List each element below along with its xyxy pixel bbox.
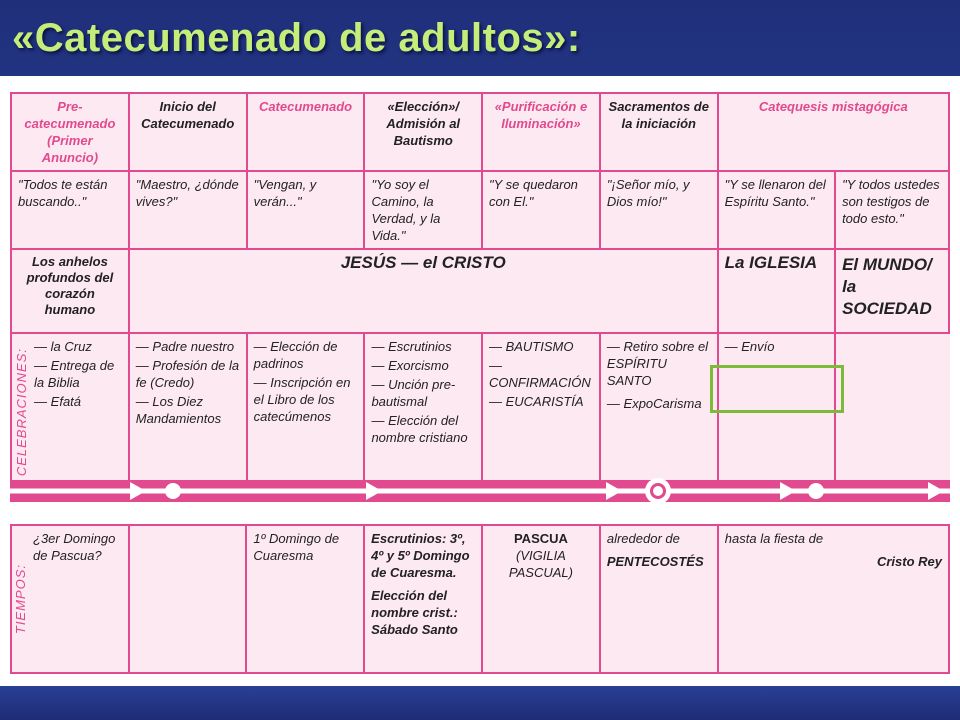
tiempos-col-3: 1º Domingo de Cuaresma xyxy=(246,525,364,673)
header-sacramentos: Sacramentos de la iniciación xyxy=(600,93,718,171)
quote-cell: "Y se llenaron del Espíritu Santo." xyxy=(718,171,835,249)
header-pre-catecumenado: Pre-catecumenado (Primer Anuncio) xyxy=(11,93,129,171)
celebracion-item: — Elección del nombre cristiano xyxy=(371,413,468,445)
tiempos-col-1 xyxy=(11,525,129,673)
celebracion-item: — la Cruz xyxy=(34,339,92,354)
tiempos-col-4 xyxy=(364,525,482,673)
tiempo-text: PENTECOSTÉS xyxy=(606,554,704,569)
celebracion-item: — Profesión de la fe (Credo) xyxy=(135,358,240,390)
tiempo-text: (VIGILIA PASCUAL) xyxy=(508,548,573,580)
celebracion-item: — Envío xyxy=(724,339,775,354)
celebracion-item: — Efatá xyxy=(34,394,82,409)
stages-table xyxy=(10,92,950,492)
celebraciones-col-4 xyxy=(364,333,482,491)
header-purificacion: «Purificación e Iluminación» xyxy=(482,93,600,171)
celebraciones-col-6 xyxy=(600,333,718,491)
celebracion-item: — Unción pre-bautismal xyxy=(371,377,456,409)
iglesia-cell: La IGLESIA xyxy=(718,249,835,333)
tiempo-text: hasta la fiesta de xyxy=(724,531,824,546)
tiempo-text: alrededor de xyxy=(606,531,680,546)
quote-cell: "Y se quedaron con El." xyxy=(482,171,600,249)
tiempo-text: Elección del nombre crist.: Sábado Santo xyxy=(371,588,458,637)
celebracion-item: — CONFIRMACIÓN xyxy=(488,358,591,390)
tiempo-text: Cristo Rey xyxy=(876,554,942,569)
timeline-arrow-bar xyxy=(10,476,950,506)
celebraciones-col-2 xyxy=(129,333,247,491)
slide-title: «Catecumenado de adultos»: xyxy=(12,16,581,60)
celebracion-item: — Escrutinios xyxy=(371,339,452,354)
tiempo-text: ¿3er Domingo de Pascua? xyxy=(33,531,116,563)
jesus-cristo-cell: JESÚS — el CRISTO xyxy=(129,249,718,333)
celebracion-item: — Exorcismo xyxy=(371,358,449,373)
header-eleccion: «Elección»/ Admisión al Bautismo xyxy=(364,93,482,171)
quote-cell: "Maestro, ¿dónde vives?" xyxy=(129,171,247,249)
celebracion-item: — Inscripción en el Libro de los catecúmenos xyxy=(253,375,351,424)
header-inicio: Inicio del Catecumenado xyxy=(129,93,247,171)
tiempo-text: PASCUA xyxy=(513,531,568,546)
celebracion-item: — Retiro sobre el ESPÍRITU SANTO xyxy=(606,339,709,388)
celebraciones-col-1 xyxy=(11,333,129,491)
tiempo-text: Escrutinios: 3º, 4º y 5º Domingo de Cuaresma. xyxy=(371,531,470,580)
celebracion-item: — Entrega de la Biblia xyxy=(34,358,115,390)
celebraciones-col-5 xyxy=(482,333,600,491)
celebracion-item: — BAUTISMO xyxy=(488,339,574,354)
celebraciones-col-3 xyxy=(247,333,365,491)
celebraciones-label: CELEBRACIONES: xyxy=(13,347,29,477)
header-catecumenado: Catecumenado xyxy=(247,93,365,171)
tiempos-col-5 xyxy=(482,525,600,673)
header-mistagogica: Catequesis mistagógica xyxy=(718,93,949,171)
anhelos-cell: Los anhelos profundos del corazón humano xyxy=(11,249,129,333)
mundo-cell: El MUNDO/ la SOCIEDAD xyxy=(835,249,949,333)
expocarisma-highlight-box xyxy=(710,365,844,413)
quote-cell: "Vengan, y verán..." xyxy=(247,171,365,249)
tiempos-col-7 xyxy=(718,525,949,673)
celebracion-item: — EUCARISTÍA xyxy=(488,394,584,409)
celebracion-item: — Elección de padrinos xyxy=(253,339,338,371)
tiempos-label: TIEMPOS: xyxy=(13,563,28,635)
celebracion-item: — Padre nuestro xyxy=(135,339,235,354)
quote-cell: "¡Señor mío, y Dios mío!" xyxy=(600,171,718,249)
quote-cell: "Y todos ustedes son testigos de todo esto." xyxy=(835,171,949,249)
quote-cell: "Todos te están buscando.." xyxy=(11,171,129,249)
celebracion-item: — Los Diez Mandamientos xyxy=(135,394,222,426)
footer-band xyxy=(0,686,960,720)
tiempos-col-6 xyxy=(600,525,718,673)
tiempos-table xyxy=(10,524,950,674)
quote-cell: "Yo soy el Camino, la Verdad, y la Vida." xyxy=(364,171,482,249)
celebracion-item: — ExpoCarisma xyxy=(606,396,702,411)
tiempos-col-2 xyxy=(129,525,247,673)
